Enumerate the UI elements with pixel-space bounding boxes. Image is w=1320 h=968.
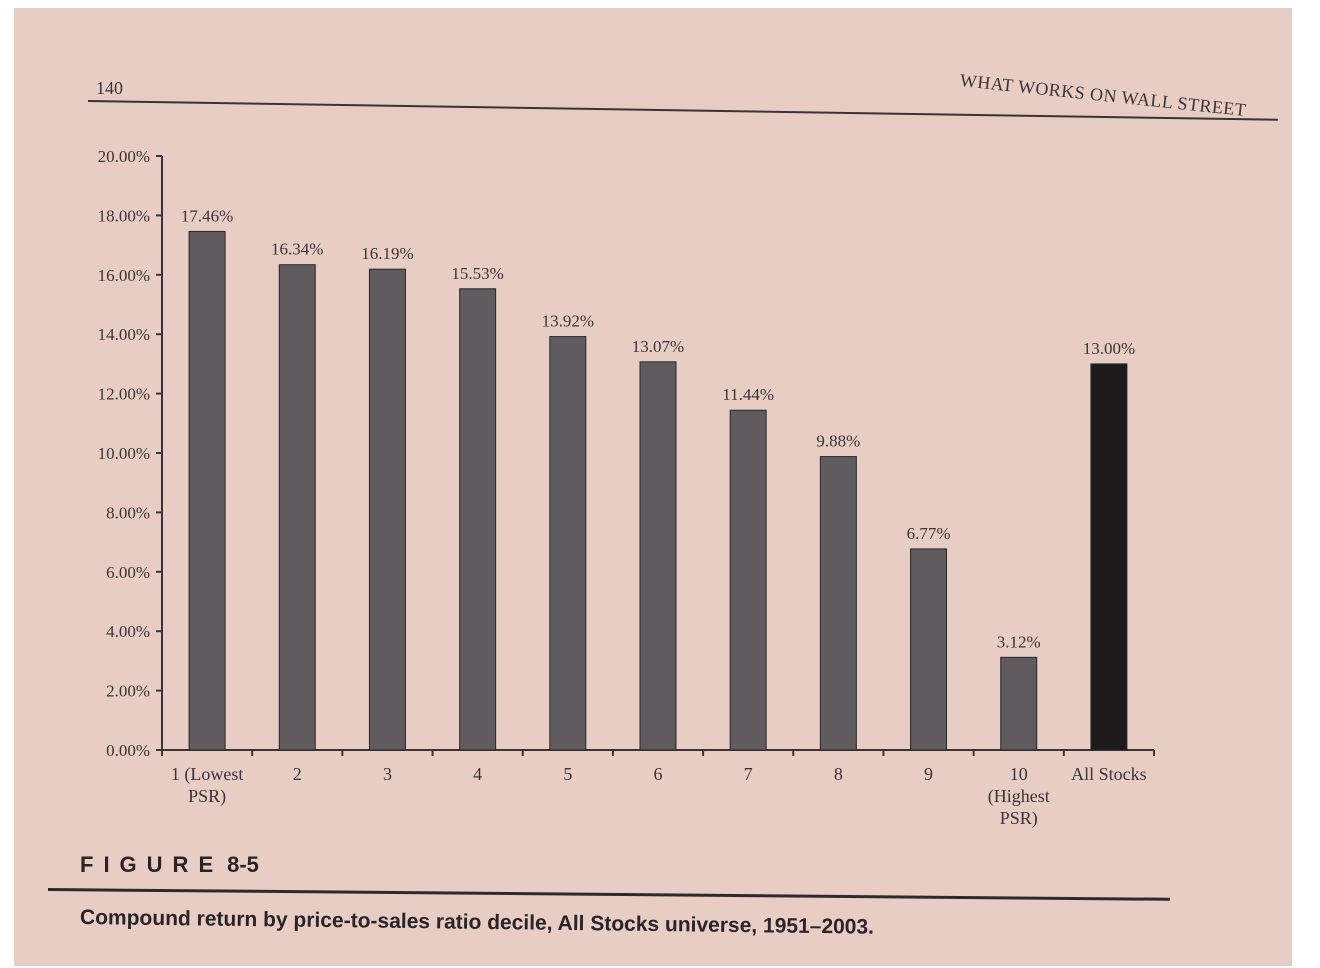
bar-chart [14, 8, 1292, 848]
bar [911, 549, 947, 750]
y-tick-label: 2.00% [106, 681, 150, 701]
y-tick-label: 16.00% [97, 265, 150, 285]
y-tick-label: 0.00% [106, 741, 150, 760]
bar [369, 269, 405, 750]
x-category-label: PSR) [999, 808, 1038, 828]
y-tick-label: 14.00% [97, 325, 150, 345]
bar-value-label: 6.77% [906, 523, 951, 543]
bar-value-label: 9.88% [816, 431, 861, 451]
y-tick-label: 6.00% [106, 562, 150, 582]
bar [640, 362, 676, 750]
bar-value-label: 11.44% [722, 385, 775, 405]
figure-caption: Compound return by price-to-sales ratio decile, All Stocks universe, 1951–2003. [79, 906, 875, 939]
x-category-label: 10 [1009, 764, 1028, 784]
x-category-label: 6 [653, 764, 663, 784]
bar-value-label: 16.19% [361, 244, 414, 264]
y-tick-label: 8.00% [106, 503, 150, 523]
figure-label [80, 852, 259, 878]
book-page [14, 8, 1292, 966]
x-category-label: (Highest [987, 786, 1050, 806]
page-number: 140 [96, 78, 123, 98]
bar-value-label: 15.53% [451, 263, 504, 283]
y-tick-label: 20.00% [97, 147, 150, 166]
caption-rule [48, 888, 1170, 901]
x-category-label: 5 [563, 764, 573, 784]
x-category-label: 1 (Lowest [170, 764, 244, 784]
bar [189, 231, 225, 750]
bar [1091, 364, 1127, 750]
y-tick-label: 4.00% [106, 622, 150, 642]
x-category-label: 7 [743, 764, 753, 784]
running-title: WHAT WORKS ON WALL STREET [959, 70, 1248, 121]
x-category-label: 3 [382, 764, 392, 784]
x-category-label: PSR) [188, 786, 227, 806]
figure-number: 8-5 [227, 852, 259, 877]
bar [820, 457, 856, 750]
y-tick-label: 18.00% [97, 206, 150, 226]
bar [550, 337, 586, 750]
bar-value-label: 16.34% [271, 239, 324, 259]
x-category-label: All Stocks [1071, 764, 1147, 784]
bar-value-label: 13.07% [631, 336, 685, 356]
bar-value-label: 13.92% [541, 311, 595, 331]
x-category-label: 9 [924, 764, 934, 784]
x-category-label: 4 [473, 764, 483, 784]
bar-value-label: 3.12% [996, 632, 1041, 652]
x-category-label: 8 [833, 764, 843, 784]
y-tick-label: 12.00% [97, 384, 150, 404]
bar-value-label: 17.46% [180, 206, 234, 226]
bar [1001, 657, 1037, 750]
bar [460, 289, 496, 750]
figure-word: FIGURE [80, 852, 224, 877]
y-tick-label: 10.00% [97, 444, 150, 463]
bar [730, 410, 766, 750]
bar-value-label: 13.00% [1082, 338, 1136, 358]
bar [279, 265, 315, 750]
x-category-label: 2 [292, 764, 302, 784]
